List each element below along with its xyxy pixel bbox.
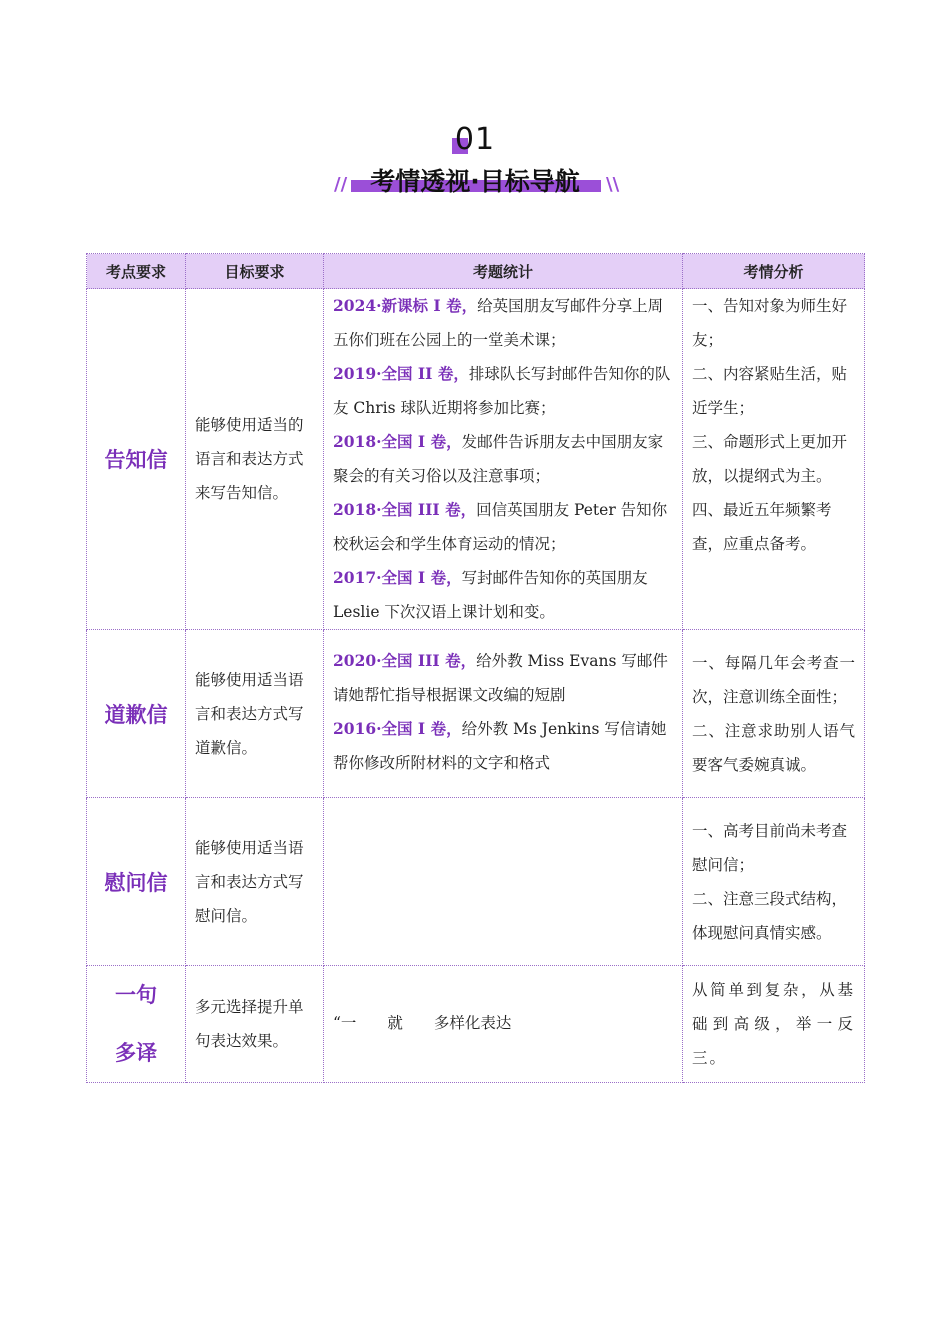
analysis-item: 一、每隔几年会考查一次，注意训练全面性； — [692, 653, 855, 706]
analysis-item: 二、内容紧贴生活，贴近学生； — [692, 365, 848, 417]
stat-year: 2024·新课标 I 卷， — [333, 296, 478, 315]
stat-year: 2016·全国 I 卷， — [333, 719, 462, 738]
stat-item — [333, 493, 673, 561]
section-header — [0, 118, 950, 208]
stats-cell: “一 就 多样化表达 — [324, 966, 683, 1083]
exam-analysis-table — [86, 253, 865, 1083]
table-row — [87, 630, 865, 798]
category-cell — [87, 966, 186, 1083]
goal-cell: 能够使用适当的语言和表达方式来写告知信。 — [186, 289, 324, 630]
right-deco-slashes: \\ — [606, 174, 620, 195]
category-cell: 慰问信 — [87, 798, 186, 966]
stat-year: 2018·全国 III 卷， — [333, 500, 477, 519]
table-header-row — [87, 254, 865, 289]
column-header: 考题统计 — [324, 254, 683, 289]
analysis-item: 三、命题形式上更加开放，以提纲式为主。 — [692, 433, 848, 485]
stat-text: 发邮件告诉朋友去中国朋友家聚会的有关习俗以及注意事项； — [333, 433, 664, 485]
section-number: 01 — [454, 122, 496, 157]
stat-text: 给外教 Miss Evans 写邮件请她帮忙指导根据课文改编的短剧 — [333, 652, 668, 704]
column-header: 考情分析 — [683, 254, 865, 289]
table-row — [87, 798, 865, 966]
stat-year: 2018·全国 I 卷， — [333, 432, 462, 451]
left-deco-slashes: // — [334, 174, 348, 195]
stat-year: 2020·全国 III 卷， — [333, 651, 477, 670]
stat-text: 给英国朋友写邮件分享上周五你们班在公园上的一堂美术课； — [333, 297, 664, 349]
stat-item — [333, 289, 673, 357]
stat-year: 2019·全国 II 卷， — [333, 364, 469, 383]
stat-year: 2017·全国 I 卷， — [333, 568, 462, 587]
column-header: 考点要求 — [87, 254, 186, 289]
stat-text: 写封邮件告知你的英国朋友 Leslie 下次汉语上课计划和变。 — [333, 569, 648, 621]
analysis-cell — [683, 289, 865, 630]
analysis-cell — [683, 630, 865, 798]
analysis-item: 二、注意求助别人语气要客气委婉真诚。 — [692, 721, 855, 774]
stat-item — [333, 357, 673, 425]
goal-cell: 多元选择提升单句表达效果。 — [186, 966, 324, 1083]
stat-text: 排球队长写封邮件告知你的队友 Chris 球队近期将参加比赛； — [333, 365, 671, 417]
column-header: 目标要求 — [186, 254, 324, 289]
analysis-item: 一、告知对象为师生好友； — [692, 297, 848, 349]
stat-item — [333, 712, 673, 780]
analysis-item: 二、注意三段式结构，体现慰问真情实感。 — [692, 889, 848, 942]
category-line: 一句 — [115, 983, 157, 1007]
section-title: 考情透视·目标导航 — [370, 167, 580, 196]
stats-cell — [324, 798, 683, 966]
stat-item — [333, 644, 673, 712]
analysis-cell — [683, 798, 865, 966]
stat-item — [333, 425, 673, 493]
goal-cell: 能够使用适当语言和表达方式写慰问信。 — [186, 798, 324, 966]
stat-item — [333, 561, 673, 629]
analysis-item: 从简单到复杂，从基础到高级，举一反三。 — [692, 981, 855, 1067]
category-line: 多译 — [115, 1041, 157, 1065]
analysis-cell — [683, 966, 865, 1083]
stats-cell — [324, 630, 683, 798]
analysis-item: 四、最近五年频繁考查，应重点备考。 — [692, 501, 832, 553]
table-row — [87, 289, 865, 630]
stat-text: 给外教 Ms Jenkins 写信请她帮你修改所附材料的文字和格式 — [333, 720, 667, 772]
table-row — [87, 966, 865, 1083]
category-cell: 道歉信 — [87, 630, 186, 798]
analysis-item: 一、高考目前尚未考查慰问信； — [692, 821, 848, 874]
category-cell: 告知信 — [87, 289, 186, 630]
stat-text: 回信英国朋友 Peter 告知你校秋运会和学生体育运动的情况； — [333, 501, 668, 553]
goal-cell: 能够使用适当语言和表达方式写道歉信。 — [186, 630, 324, 798]
stats-cell — [324, 289, 683, 630]
